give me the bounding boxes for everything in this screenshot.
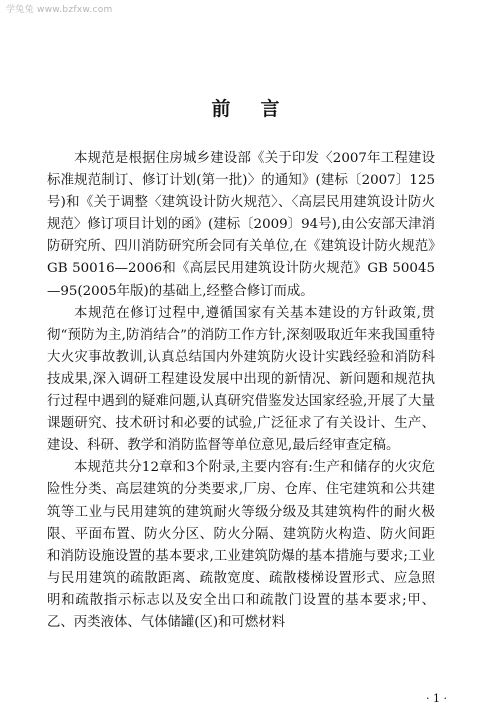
- paragraph: 本规范是根据住房城乡建设部《关于印发〈2007年工程建设标准规范制订、修订计划(第一批)〉的通知》(建标〔2007〕125号)和《关于调整〈建筑设计防火规范〉、〈高层民用建筑设计防火规范〉修订项目计划的函》(建标〔2009〕94号),由公安部天津消防研究所、四川消防研究所会同有关单位,在《建筑设计防火规范》GB 50016—2006和《高层民用建筑设计防火规范》GB 50045—95(2005年版)的基础上,经整合修订而成。: [47, 151, 435, 299]
- paragraph: 本规范共分12章和3个附录,主要内容有:生产和储存的火灾危险性分类、高层建筑的分类要求,厂房、仓库、住宅建筑和公共建筑等工业与民用建筑的建筑耐火等级分级及其建筑构件的耐火极限、平面布置、防火分区、防火分隔、建筑防火构造、防火间距和消防设施设置的基本要求,工业建筑防爆的基本措施与要求;工业与民用建筑的疏散距离、疏散宽度、疏散楼梯设置形式、应急照明和疏散指示标志以及安全出口和疏散门设置的基本要求;甲、乙、丙类液体、气体储罐(区)和可燃材料: [47, 460, 435, 630]
- page-title: 前言: [211, 98, 310, 120]
- body-text: [47, 148, 435, 634]
- page-number: · 1 ·: [426, 692, 447, 705]
- watermark: 学兔兔 www.bzfxw.com: [6, 5, 113, 15]
- paragraph: 本规范在修订过程中,遵循国家有关基本建设的方针政策,贯彻“预防为主,防消结合”的消防工作方针,深刻吸取近年来我国重特大火灾事故教训,认真总结国内外建筑防火设计实践经验和消防科技成果,深入调研工程建设发展中出现的新情况、新问题和规范执行过程中遇到的疑难问题,认真研究借鉴发达国家经验,开展了大量课题研究、技术研讨和必要的试验,广泛征求了有关设计、生产、建设、科研、教学和消防监督等单位意见,最后经审查定稿。: [47, 305, 435, 454]
